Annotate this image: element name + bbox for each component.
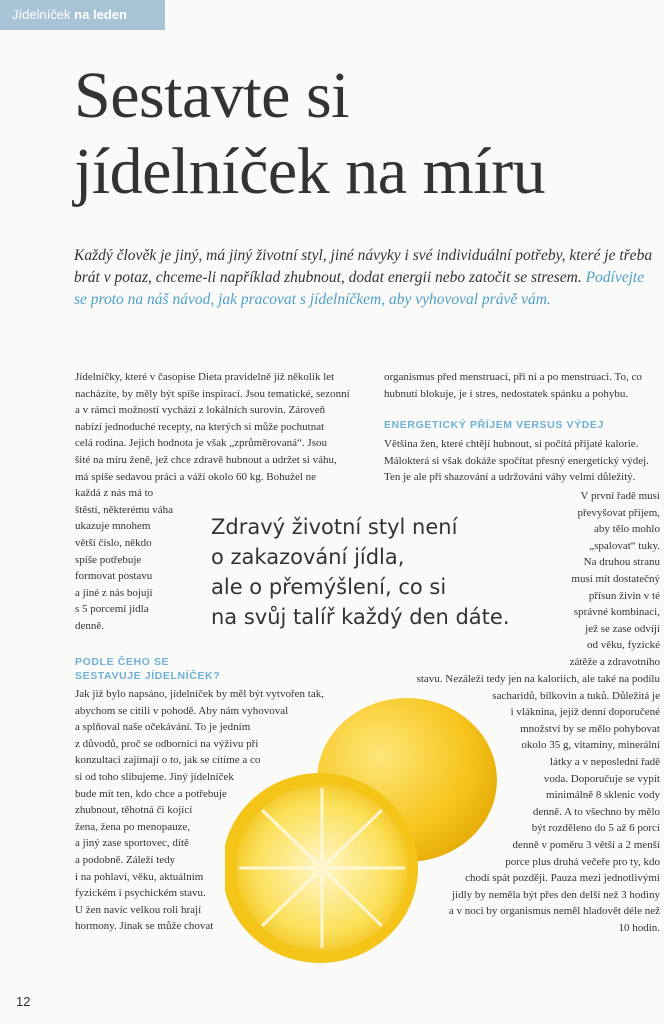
text-line: U žen navíc velkou roli hrají bbox=[75, 903, 202, 916]
text-line: a v noci by organismus neměl hladovět déle než bbox=[448, 905, 660, 918]
col1-paragraph-2 bbox=[75, 686, 365, 935]
text-line: a podobně. Záleží tedy bbox=[75, 853, 176, 866]
quote-line: na svůj talíř každý den dáte. bbox=[211, 605, 510, 629]
text-line: šité na míru ženě, jež chce zdravě hubnout a udržet si váhu, bbox=[75, 453, 337, 466]
text-line: jež se zase odvíjí bbox=[585, 622, 660, 635]
text-line: zátěže a zdravotního bbox=[569, 655, 660, 668]
text-line: být rozděleno do 5 až 6 porcí bbox=[531, 822, 660, 835]
text-line: Ten je ale při shazování a udržování váhy velmi důležitý. bbox=[384, 471, 636, 484]
text-line: musí mít dostatečný bbox=[571, 572, 660, 585]
text-line: nabízí jednoduché recepty, na kterých si může pochutnat bbox=[75, 420, 325, 433]
text-line: sacharidů, bílkovin a tuků. Důležitá je bbox=[492, 689, 660, 702]
text-line: chodí spát později. Pauza mezi jednotlivými bbox=[465, 872, 660, 885]
text-line: látky a v neposlední řadě bbox=[550, 755, 660, 768]
pull-quote bbox=[211, 512, 571, 632]
text-line: i vláknina, jejíž denní doporučené bbox=[510, 706, 660, 719]
text-line: okolo 35 g, vitaminy, minerální bbox=[521, 739, 660, 752]
text-line: si od toho slibujeme. Jiný jídelníček bbox=[75, 770, 234, 783]
section-heading-2 bbox=[384, 418, 659, 432]
section-tab-label: Jídelníček bbox=[12, 7, 71, 22]
text-line: fyzickém i psychickém stavu. bbox=[75, 887, 206, 900]
text-line: s 5 porcemi jídla bbox=[75, 603, 149, 616]
text-line: a v rámci možností vychází z lokálních surovin. Zároveň bbox=[75, 404, 326, 417]
heading-line: ENERGETICKÝ PŘÍJEM VERSUS VÝDEJ bbox=[384, 419, 604, 431]
text-line: Většina žen, které chtějí hubnout, si počítá přijaté kalorie. bbox=[384, 438, 639, 450]
text-line: abychom se cítili v pohodě. Aby nám vyhovoval bbox=[75, 704, 289, 717]
section-heading-1 bbox=[75, 655, 305, 683]
text-line: přísun živin v té bbox=[588, 589, 660, 602]
text-line: minimálně 8 sklenic vody bbox=[546, 789, 660, 802]
col2-paragraph-2 bbox=[384, 436, 659, 486]
title-line-2: jídelníček na míru bbox=[74, 135, 546, 208]
text-line: množství by se mělo pohybovat bbox=[520, 722, 660, 735]
text-line: hubnutí blokuje, je i stres, nedostatek spánku a pohybu. bbox=[384, 387, 629, 400]
text-line: celá rodina. Jejich hodnota je však „zprůměrovaná“. Jsou bbox=[75, 437, 327, 450]
text-line: spíše potřebuje bbox=[75, 553, 142, 566]
text-line: „spalovat“ tuky. bbox=[589, 539, 660, 552]
text-line: i na pohlaví, věku, aktuálním bbox=[75, 870, 204, 883]
text-line: jídly by neměla být přes den delší než 3 hodiny bbox=[451, 888, 660, 901]
text-line: Málokterá si však dokáže spočítat přesný energetický výdej. bbox=[384, 454, 649, 467]
text-line: Jak již bylo napsáno, jídelníček by měl být vytvořen tak, bbox=[75, 688, 324, 700]
text-line: větší číslo, někdo bbox=[75, 536, 152, 549]
text-line: konzultaci zajímají o to, jak se cítíme a co bbox=[75, 754, 261, 767]
text-line: porce plus druhá večeře pro ty, kdo bbox=[505, 855, 660, 868]
text-line: denně v poměru 3 větší a 2 menší bbox=[512, 838, 660, 851]
text-line: správné kombinaci, bbox=[573, 606, 660, 619]
text-line: štěstí, některému váha bbox=[75, 503, 174, 516]
lead-paragraph bbox=[74, 245, 654, 311]
quote-line: Zdravý životní styl není bbox=[211, 515, 458, 539]
section-tab-bold: na leden bbox=[74, 7, 127, 22]
page-title bbox=[74, 58, 654, 210]
text-line: žena, žena po menopauze, bbox=[75, 820, 191, 833]
text-line: organismus před menstruací, při ní a po menstruaci. To, co bbox=[384, 371, 642, 383]
text-line: denně. A to všechno by mělo bbox=[532, 805, 660, 818]
text-line: hormony. Jinak se může chovat bbox=[75, 920, 214, 933]
section-tab bbox=[0, 0, 165, 30]
lead-text: Každý člověk je jiný, má jiný životní styl, jiné návyky i své individuální potřeby, které je třeba brát v potaz, chceme-li například zhubnout, dodat energii nebo zatočit se stresem. bbox=[74, 247, 653, 286]
text-line: stavu. Nezáleží tedy jen na kaloriích, ale také na podílu bbox=[416, 673, 660, 685]
page-number: 12 bbox=[16, 994, 31, 1009]
text-line: a jiné z nás bojují bbox=[75, 586, 153, 599]
text-line: Na druhou stranu bbox=[583, 556, 660, 569]
col2-narrow-paragraph bbox=[556, 488, 660, 671]
lead-accent-text: Podívejte se proto na náš návod, jak pracovat s jídelníčkem, aby vyhovoval právě vám. bbox=[74, 269, 645, 308]
text-line: každá z nás má to bbox=[75, 487, 154, 500]
text-line: Jídelníčky, které v časopise Dieta pravidelně již několik let bbox=[75, 371, 335, 383]
text-line: bude mít ten, kdo chce a potřebuje bbox=[75, 787, 227, 800]
heading-line: PODLE ČEHO SE bbox=[75, 656, 170, 668]
text-line: má spíše sedavou práci a váží okolo 60 kg. Bohužel ne bbox=[75, 470, 317, 483]
text-line: voda. Doporučuje se vypít bbox=[543, 772, 660, 785]
text-line: aby tělo mohlo bbox=[594, 523, 660, 536]
text-line: zhubnout, těhotná či kojící bbox=[75, 804, 193, 817]
text-line: V první řadě musí bbox=[580, 490, 660, 502]
col2-paragraph-3 bbox=[380, 671, 660, 937]
heading-line: SESTAVUJE JÍDELNÍČEK? bbox=[75, 670, 221, 682]
text-line: denně. bbox=[75, 619, 105, 632]
text-line: nacházíte, by měly být spíše inspirací. Jsou tematické, sezonní bbox=[75, 387, 350, 400]
quote-line: o zakazování jídla, bbox=[211, 545, 405, 569]
text-line: z důvodů, proč se odborníci na výživu při bbox=[75, 737, 259, 750]
quote-line: ale o přemýšlení, co si bbox=[211, 575, 447, 599]
text-line: formovat postavu bbox=[75, 570, 153, 583]
text-line: ukazuje mnohem bbox=[75, 520, 151, 533]
text-line: převyšovat příjem, bbox=[577, 506, 660, 519]
title-line-1: Sestavte si bbox=[74, 59, 349, 132]
text-line: od věku, fyzické bbox=[587, 639, 660, 652]
text-line: 10 hodin. bbox=[618, 921, 660, 934]
text-line: a jiný zase sportovec, dítě bbox=[75, 837, 189, 850]
text-line: a splňoval naše očekávání. To je jedním bbox=[75, 721, 251, 734]
col2-paragraph-1 bbox=[384, 369, 659, 402]
